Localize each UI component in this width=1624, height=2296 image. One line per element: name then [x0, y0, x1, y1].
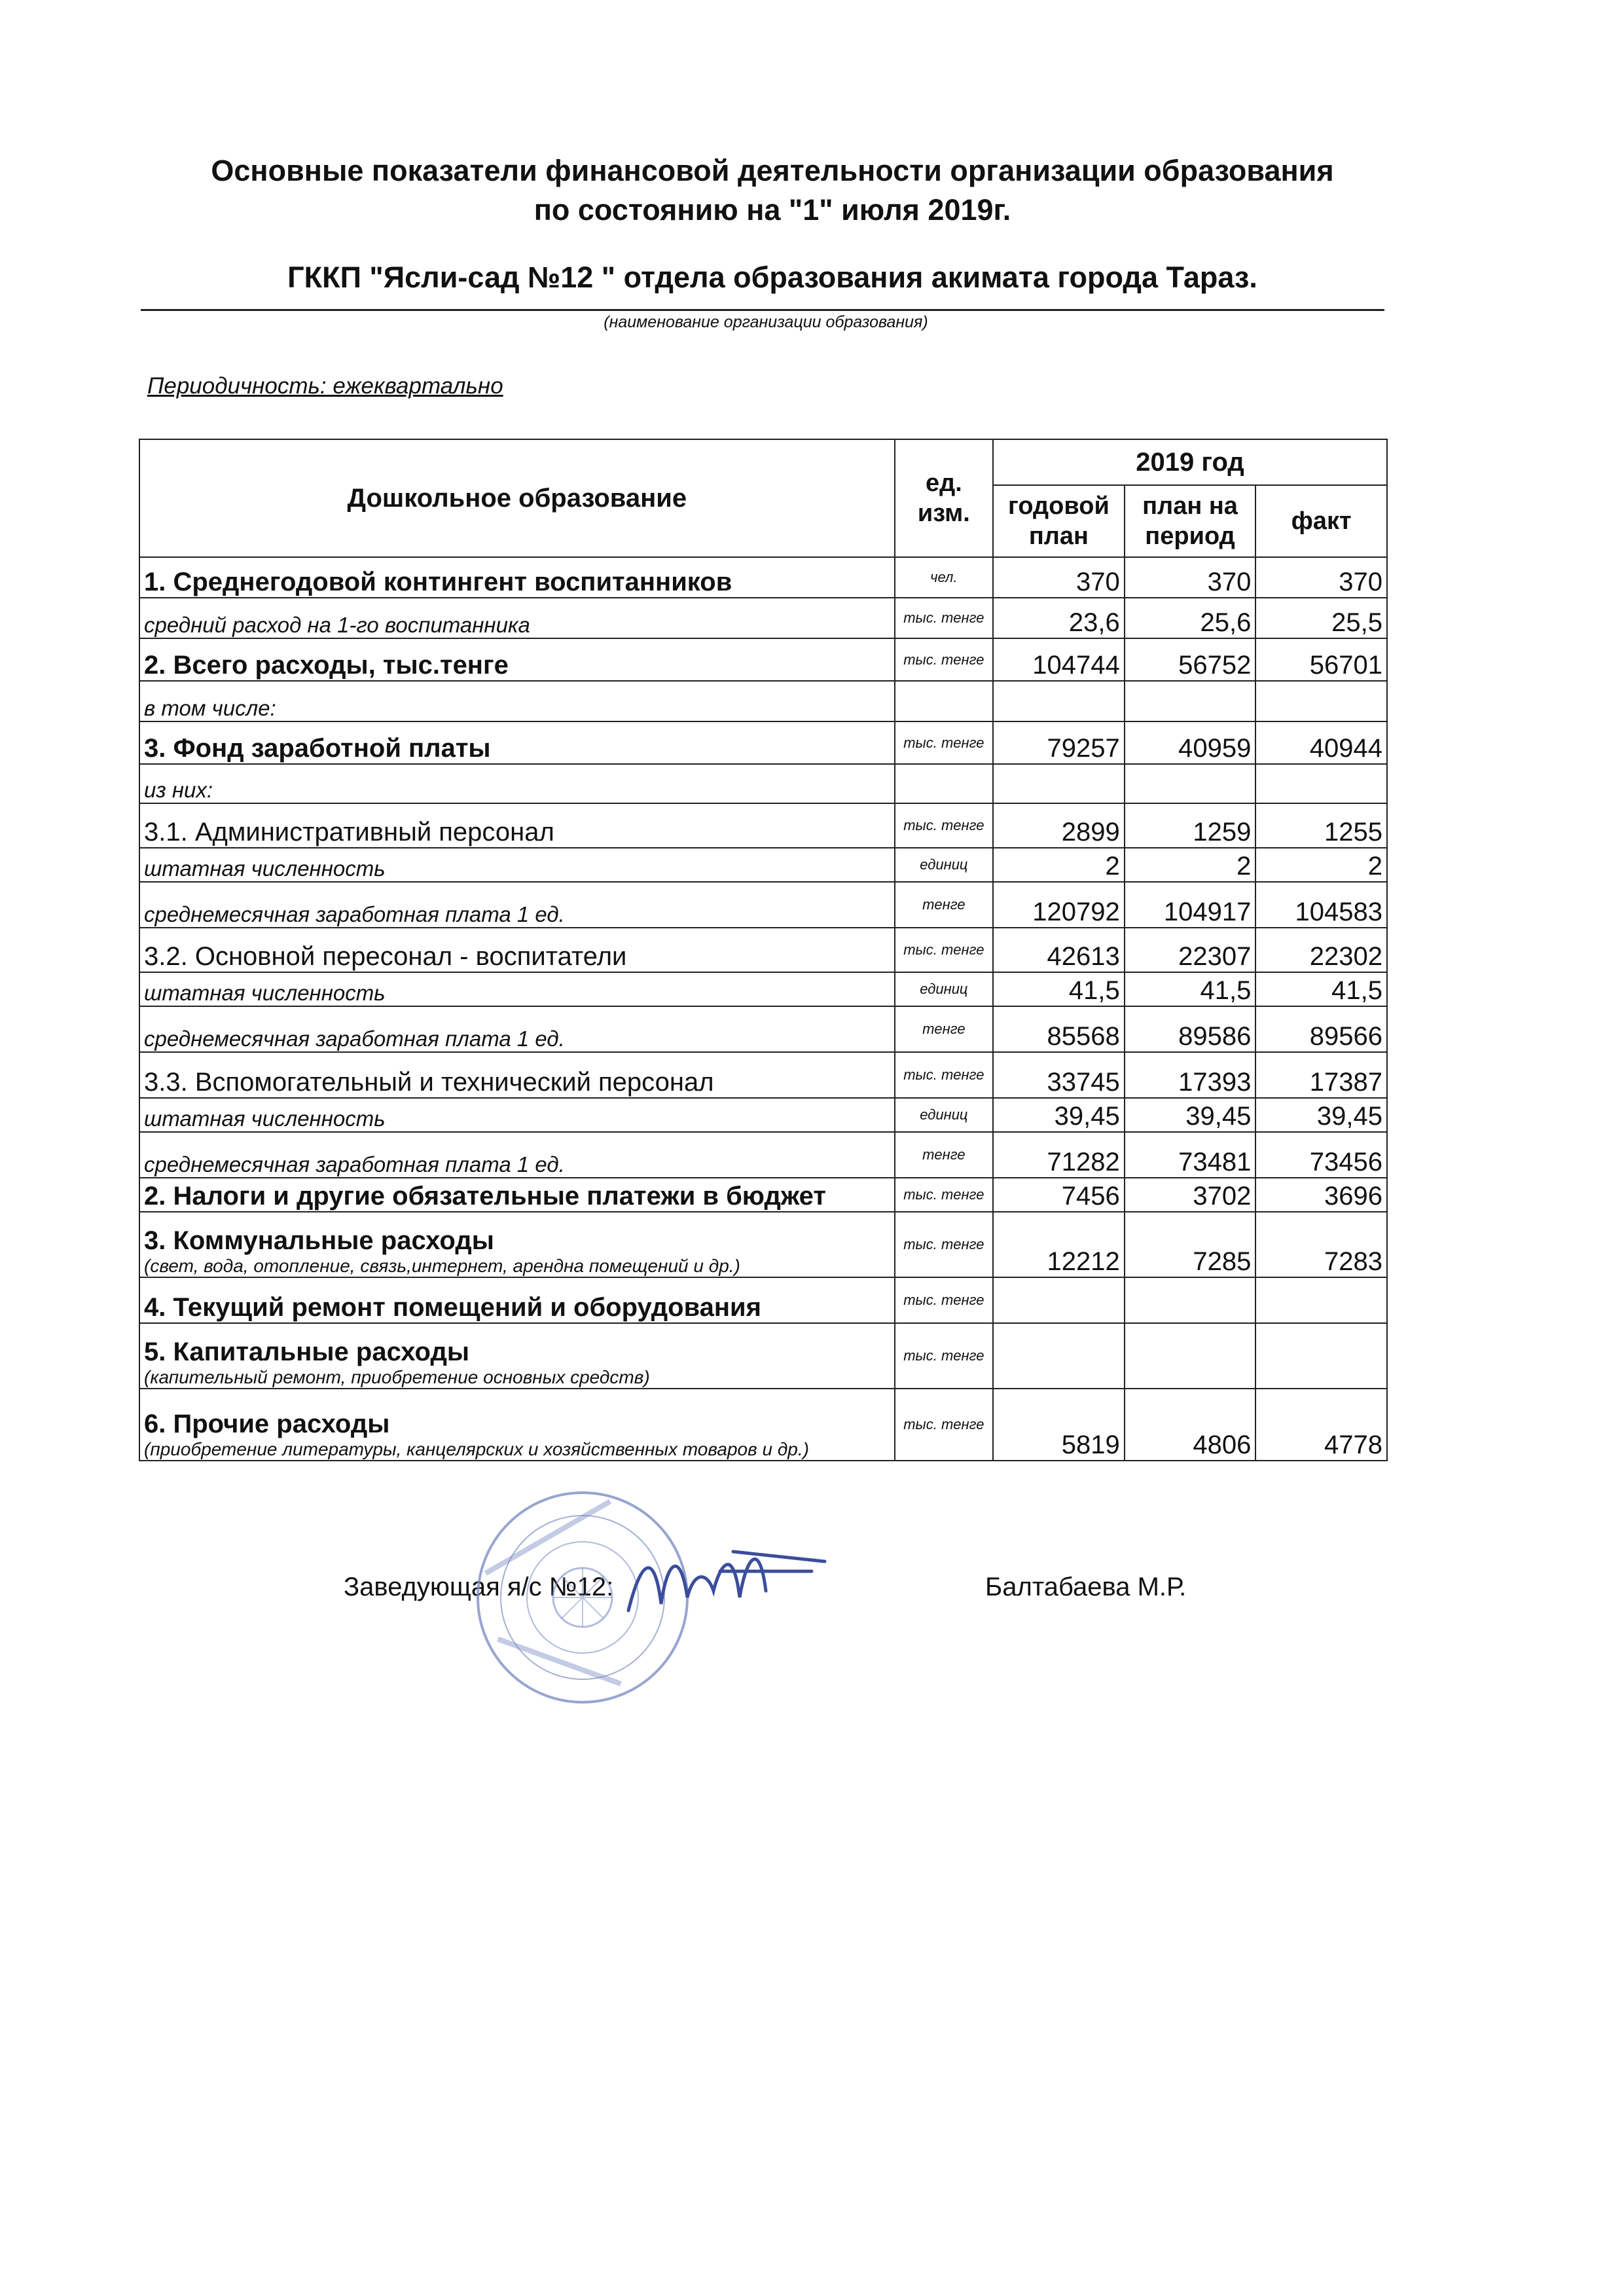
row-value-period: 7285: [1125, 1212, 1256, 1277]
row-value-annual: 7456: [993, 1178, 1125, 1212]
row-unit: тыс. тенге: [895, 803, 993, 848]
table-row: [139, 848, 1387, 882]
header-period-plan: план на период: [1125, 485, 1256, 557]
row-value-fact: 3696: [1255, 1178, 1387, 1212]
row-name-cell: [139, 1006, 895, 1052]
header-fact: факт: [1255, 485, 1387, 557]
header-annual-plan: годовой план: [993, 485, 1125, 557]
row-name: 2. Налоги и другие обязательные платежи в бюджет: [144, 1182, 826, 1211]
row-name: 3.1. Административный персонал: [144, 818, 554, 847]
table-row: [139, 1389, 1387, 1461]
row-name: из них:: [144, 778, 213, 802]
row-name: штатная численность: [144, 981, 386, 1005]
row-name-cell: [139, 1323, 895, 1389]
row-name-cell: [139, 928, 895, 972]
row-description: (приобретение литературы, канцелярских и хозяйственных товаров и др.): [144, 1439, 809, 1459]
financial-indicators-table: [139, 439, 1388, 1461]
row-name: средний расход на 1-го воспитанника: [144, 613, 530, 637]
row-value-period: [1125, 1323, 1256, 1389]
handwritten-signature: [615, 1532, 838, 1630]
row-value-fact: [1255, 764, 1387, 803]
table-row: [139, 638, 1387, 681]
row-unit: тыс. тенге: [895, 928, 993, 972]
row-unit: тыс. тенге: [895, 1277, 993, 1323]
periodicity: Периодичность: ежеквартально: [147, 373, 503, 399]
row-unit: единиц: [895, 848, 993, 882]
row-value-annual: 370: [993, 557, 1125, 598]
row-value-annual: 71282: [993, 1132, 1125, 1178]
row-value-period: 22307: [1125, 928, 1256, 972]
row-name: 2. Всего расходы, тыс.тенге: [144, 651, 509, 680]
row-name: среднемесячная заработная плата 1 ед.: [144, 1027, 565, 1051]
header-year: 2019 год: [993, 439, 1387, 485]
row-unit: [895, 681, 993, 721]
table-row: [139, 1323, 1387, 1389]
row-name-cell: [139, 1098, 895, 1132]
document-title: Основные показатели финансовой деятельности организации образования: [211, 154, 1334, 187]
row-name-cell: [139, 1277, 895, 1323]
row-value-fact: 89566: [1255, 1006, 1387, 1052]
organization-underline: [141, 309, 1384, 311]
table-row: [139, 1006, 1387, 1052]
row-name-cell: [139, 848, 895, 882]
row-value-period: 39,45: [1125, 1098, 1256, 1132]
row-unit: тыс. тенге: [895, 721, 993, 764]
row-unit: тыс. тенге: [895, 638, 993, 681]
row-name: 5. Капитальные расходы: [144, 1338, 469, 1366]
row-value-period: 1259: [1125, 803, 1256, 848]
table-row: [139, 598, 1387, 638]
row-value-fact: [1255, 1323, 1387, 1389]
row-value-annual: 104744: [993, 638, 1125, 681]
row-name-cell: [139, 1212, 895, 1277]
table-row: [139, 557, 1387, 598]
row-name-cell: [139, 598, 895, 638]
table-row: [139, 1277, 1387, 1323]
table-row: [139, 1178, 1387, 1212]
row-value-annual: 33745: [993, 1052, 1125, 1098]
table-row: [139, 1098, 1387, 1132]
row-value-fact: 7283: [1255, 1212, 1387, 1277]
row-name-cell: [139, 764, 895, 803]
row-name-cell: [139, 638, 895, 681]
row-name: среднемесячная заработная плата 1 ед.: [144, 902, 565, 926]
row-value-fact: 17387: [1255, 1052, 1387, 1098]
row-value-period: 4806: [1125, 1389, 1256, 1461]
row-unit: тыс. тенге: [895, 1389, 993, 1461]
header-unit: ед. изм.: [895, 439, 993, 557]
row-value-annual: 2899: [993, 803, 1125, 848]
row-name-cell: [139, 557, 895, 598]
row-name: 3. Коммунальные расходы: [144, 1226, 494, 1255]
row-value-fact: 25,5: [1255, 598, 1387, 638]
row-value-period: 73481: [1125, 1132, 1256, 1178]
row-name: среднемесячная заработная плата 1 ед.: [144, 1152, 565, 1176]
row-value-annual: 39,45: [993, 1098, 1125, 1132]
row-unit: тыс. тенге: [895, 1178, 993, 1212]
row-unit: тыс. тенге: [895, 1212, 993, 1277]
table-header-row: [139, 439, 1387, 485]
header-section: Дошкольное образование: [139, 439, 895, 557]
row-value-annual: 12212: [993, 1212, 1125, 1277]
table-row: [139, 972, 1387, 1006]
row-unit: единиц: [895, 972, 993, 1006]
row-value-fact: 1255: [1255, 803, 1387, 848]
row-unit: тыс. тенге: [895, 1323, 993, 1389]
organization-name: ГККП "Ясли-сад №12 " отдела образования акимата города Тараз.: [287, 261, 1257, 294]
row-value-period: [1125, 1277, 1256, 1323]
row-value-fact: [1255, 1277, 1387, 1323]
row-name: 1. Среднегодовой контингент воспитанников: [144, 568, 732, 596]
row-name-cell: [139, 882, 895, 928]
row-value-fact: 41,5: [1255, 972, 1387, 1006]
table-row: [139, 1212, 1387, 1277]
row-value-fact: 73456: [1255, 1132, 1387, 1178]
row-value-period: 41,5: [1125, 972, 1256, 1006]
row-name: 3.3. Вспомогательный и технический персонал: [144, 1068, 714, 1097]
row-description: (свет, вода, отопление, связь,интернет, арендна помещений и др.): [144, 1256, 740, 1276]
row-name: в том числе:: [144, 696, 276, 720]
row-name-cell: [139, 972, 895, 1006]
row-name-cell: [139, 1132, 895, 1178]
row-name: 4. Текущий ремонт помещений и оборудования: [144, 1293, 761, 1322]
row-value-annual: 2: [993, 848, 1125, 882]
row-unit: тыс. тенге: [895, 1052, 993, 1098]
row-value-annual: 120792: [993, 882, 1125, 928]
row-value-fact: 56701: [1255, 638, 1387, 681]
row-value-fact: 104583: [1255, 882, 1387, 928]
table-row: [139, 928, 1387, 972]
row-value-period: 89586: [1125, 1006, 1256, 1052]
row-value-period: [1125, 681, 1256, 721]
table-row: [139, 764, 1387, 803]
row-name-cell: [139, 681, 895, 721]
row-value-fact: 40944: [1255, 721, 1387, 764]
row-value-period: 3702: [1125, 1178, 1256, 1212]
row-value-period: 2: [1125, 848, 1256, 882]
table-row: [139, 721, 1387, 764]
row-value-fact: [1255, 681, 1387, 721]
row-value-annual: 42613: [993, 928, 1125, 972]
row-value-period: 370: [1125, 557, 1256, 598]
row-unit: тенге: [895, 882, 993, 928]
row-name: 3. Фонд заработной платы: [144, 734, 491, 763]
document-date: по состоянию на "1" июля 2019г.: [533, 193, 1011, 227]
row-value-period: 104917: [1125, 882, 1256, 928]
row-unit: тенге: [895, 1006, 993, 1052]
row-value-annual: 23,6: [993, 598, 1125, 638]
table-row: [139, 882, 1387, 928]
row-value-period: 56752: [1125, 638, 1256, 681]
row-name: 6. Прочие расходы: [144, 1410, 390, 1438]
row-value-fact: 2: [1255, 848, 1387, 882]
row-value-period: [1125, 764, 1256, 803]
row-name: штатная численность: [144, 1106, 386, 1131]
row-value-period: 17393: [1125, 1052, 1256, 1098]
organization-caption: (наименование организации образования): [604, 313, 928, 331]
row-value-annual: [993, 1323, 1125, 1389]
row-value-fact: 22302: [1255, 928, 1387, 972]
row-unit: [895, 764, 993, 803]
row-unit: чел.: [895, 557, 993, 598]
row-value-annual: [993, 681, 1125, 721]
signature-label: Заведующая я/с №12:: [344, 1573, 614, 1601]
row-value-fact: 370: [1255, 557, 1387, 598]
row-unit: единиц: [895, 1098, 993, 1132]
row-value-annual: 5819: [993, 1389, 1125, 1461]
row-name-cell: [139, 803, 895, 848]
row-unit: тыс. тенге: [895, 598, 993, 638]
row-value-period: 25,6: [1125, 598, 1256, 638]
row-name: штатная численность: [144, 856, 386, 881]
row-value-annual: [993, 764, 1125, 803]
row-name-cell: [139, 721, 895, 764]
row-value-fact: 39,45: [1255, 1098, 1387, 1132]
table-row: [139, 1132, 1387, 1178]
row-value-annual: [993, 1277, 1125, 1323]
row-value-annual: 41,5: [993, 972, 1125, 1006]
table-row: [139, 681, 1387, 721]
row-value-annual: 79257: [993, 721, 1125, 764]
row-value-annual: 85568: [993, 1006, 1125, 1052]
row-value-period: 40959: [1125, 721, 1256, 764]
row-value-fact: 4778: [1255, 1389, 1387, 1461]
table-row: [139, 1052, 1387, 1098]
row-name-cell: [139, 1052, 895, 1098]
row-name-cell: [139, 1178, 895, 1212]
signatory-name: Балтабаева М.Р.: [985, 1573, 1187, 1601]
row-unit: тенге: [895, 1132, 993, 1178]
row-name: 3.2. Основной пересонал - воспитатели: [144, 942, 627, 971]
row-description: (капительный ремонт, приобретение основных средств): [144, 1367, 650, 1387]
table-row: [139, 803, 1387, 848]
row-name-cell: [139, 1389, 895, 1461]
